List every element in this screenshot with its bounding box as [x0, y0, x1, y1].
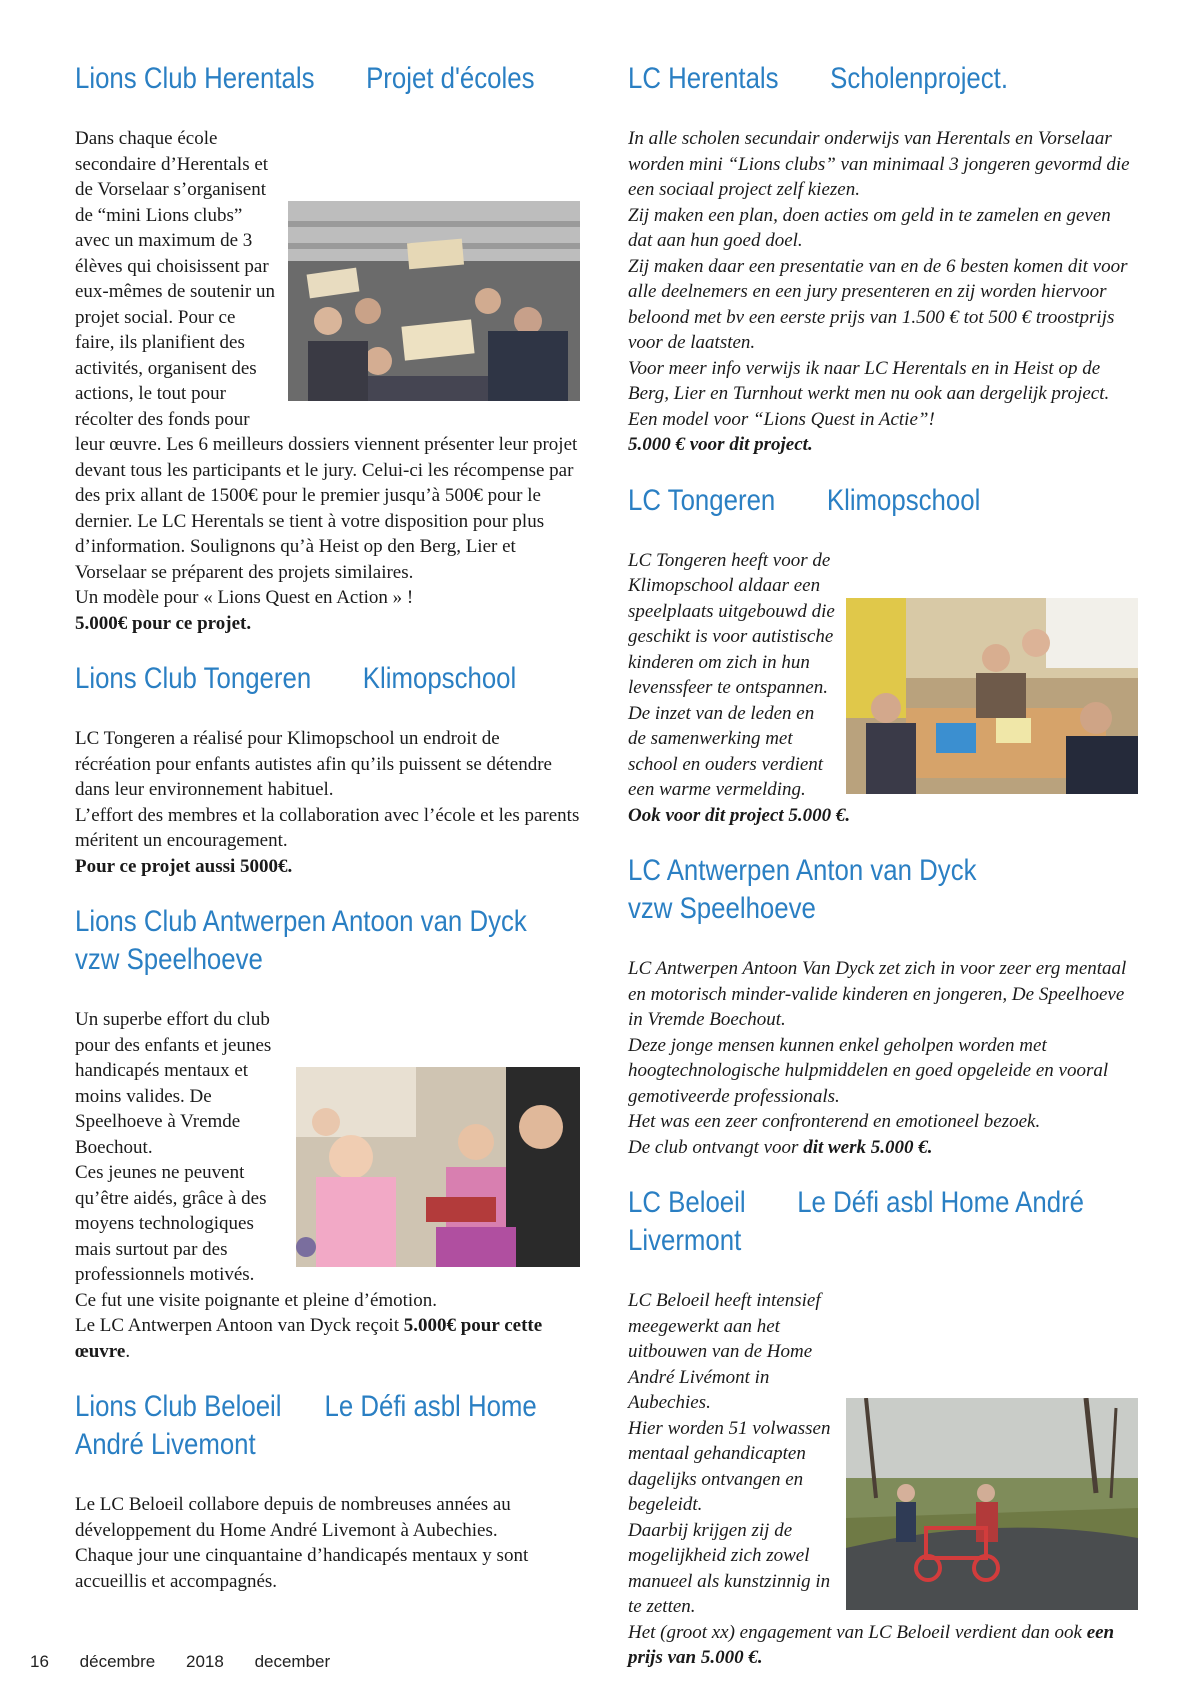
text: .: [125, 1340, 131, 1362]
page-number: 16: [30, 1652, 49, 1671]
section-title: [75, 660, 517, 698]
section-tongeren-fr: [75, 660, 580, 879]
text: De club ontvangt voor: [628, 1136, 799, 1158]
title-part: André Livemont: [75, 1428, 256, 1461]
section-title: [628, 482, 1067, 520]
text: LC Antwerpen Antoon Van Dyck zet zich in voor zeer erg mentaal en motorisch minder-valide kinderen en jongeren, De Speelhoeve in Vremde Boechout.: [628, 958, 1127, 1030]
section-tongeren-nl: [628, 482, 1138, 829]
title-part: LC Tongeren: [628, 483, 776, 517]
title-part: LC Antwerpen Anton van Dyck: [628, 854, 977, 887]
title-part: Lions Club Herentals: [75, 62, 315, 95]
year: 2018: [186, 1652, 224, 1671]
photo-school-table: [846, 598, 1138, 794]
photo-students-cheques: [288, 201, 580, 401]
paragraph: [75, 1492, 580, 1594]
text: Ce fut une visite poignante et pleine d’émotion.: [75, 1289, 437, 1311]
text: Le LC Antwerpen Antoon van Dyck reçoit: [75, 1315, 399, 1336]
section-title: [628, 1184, 1085, 1260]
amount: Pour ce projet aussi 5000€.: [75, 855, 293, 877]
section-antwerpen-nl: [628, 852, 1138, 1160]
title-part: Scholenproject.: [830, 62, 1009, 95]
text: Zij maken daar een presentatie van en de 6 besten komen dit voor alle deelnemers en een jury presenteren en zij worden hiervoor beloond met bv een eerste prijs van 1.500 € tot 500 € troostprijs voor de laatsten.: [628, 255, 1128, 353]
text: LC Beloeil heeft intensief meegewerkt aan het uitbouwen van de Home André Livémont in Aubechies.: [628, 1290, 821, 1413]
section-herentals-nl: [628, 60, 1138, 458]
paragraph: [75, 126, 580, 636]
paragraph: [628, 548, 1138, 829]
text: L’effort des membres et la collaboration avec l’école et les parents méritent un encouragement.: [75, 804, 580, 851]
text: Daarbij krijgen zij de mogelijkheid zich zowel manueel als kunstzinnig in te zetten.: [628, 1519, 831, 1617]
paragraph: [628, 126, 1138, 458]
text: Het (groot xx) engagement van LC Beloeil verdient dan ook: [628, 1621, 1082, 1643]
section-title: [75, 1388, 537, 1464]
section-beloeil-nl: [628, 1184, 1138, 1671]
paragraph: [75, 726, 580, 879]
page-footer: [30, 1652, 356, 1672]
section-title: [628, 60, 1067, 98]
section-title: [628, 852, 1067, 928]
photo-park-gokart: [846, 1398, 1138, 1610]
text: In alle scholen secundair onderwijs van Herentals en Vorselaar worden mini “Lions clubs” van minimaal 3 jongeren gevormd die een sociaal project zelf kiezen.: [628, 128, 1130, 200]
photo-children: [296, 1067, 580, 1267]
title-part: vzw Speelhoeve: [628, 892, 816, 925]
title-part: Livermont: [628, 1224, 742, 1257]
title-part: vzw Speelhoeve: [75, 943, 263, 976]
title-part: Klimopschool: [826, 483, 981, 517]
text: Voor meer info verwijs ik naar LC Herentals en in Heist op de Berg, Lier en Turnhout werkt men nu ook aan dergelijk project.: [628, 357, 1110, 404]
title-part: LC Beloeil: [628, 1186, 746, 1219]
paragraph: [75, 1007, 580, 1364]
right-column: [628, 60, 1138, 1695]
title-part: Le Défi asbl Home André: [797, 1186, 1085, 1219]
amount: Ook voor dit project 5.000 €.: [628, 804, 851, 826]
text: Ces jeunes ne peuvent qu’être aidés, grâce à des moyens technologiques mais surtout par des professionnels motivés.: [75, 1162, 267, 1285]
text: Un superbe effort du club pour des enfants et jeunes handicapés mentaux et moins valides. De Speelhoeve à Vremde Boechout.: [75, 1009, 272, 1158]
section-title: [75, 60, 535, 98]
month-fr: décembre: [79, 1652, 156, 1671]
section-antwerpen-fr: [75, 903, 580, 1364]
amount: dit werk 5.000 €.: [803, 1136, 933, 1158]
section-herentals-fr: [75, 60, 580, 636]
text: Een model voor “Lions Quest in Actie”!: [628, 408, 935, 430]
title-part: LC Herentals: [628, 62, 779, 95]
amount: 5.000€ pour cette œuvre: [75, 1315, 543, 1362]
paragraph: [628, 956, 1138, 1160]
amount: 5.000 € voor dit project.: [628, 434, 813, 455]
title-part: Le Défi asbl Home: [324, 1390, 537, 1423]
text: Un modèle pour « Lions Quest en Action » !: [75, 587, 414, 608]
text: Het was een zeer confronterend en emotioneel bezoek.: [628, 1111, 1041, 1132]
month-nl: december: [254, 1652, 331, 1671]
amount: een prijs van 5.000 €.: [628, 1621, 1115, 1668]
title-part: Lions Club Antwerpen Antoon van Dyck: [75, 905, 527, 938]
paragraph: [628, 1288, 1138, 1671]
title-part: Lions Club Beloeil: [75, 1390, 282, 1423]
title-part: Klimopschool: [362, 662, 517, 695]
text: LC Tongeren heeft voor de Klimopschool aldaar een speelplaats uitgebouwd die geschikt is voor autistische kinderen om zich in hun levenssfeer te ontspannen.: [628, 549, 835, 698]
title-part: Projet d'écoles: [366, 62, 535, 95]
title-part: Lions Club Tongeren: [75, 662, 312, 695]
text: De inzet van de leden en de samenwerking met school en ouders verdient een warme vermelding.: [628, 702, 824, 800]
text: LC Tongeren a réalisé pour Klimopschool un endroit de récréation pour enfants autistes afin qu’ils puissent se détendre dans leur environnement habituel.: [75, 728, 552, 800]
text: Hier worden 51 volwassen mentaal gehandicapten dagelijks ontvangen en begeleidt.: [628, 1417, 831, 1515]
text: Deze jonge mensen kunnen enkel geholpen worden met hoogtechnologische hulpmiddelen en goed opgeleide en vooral gemotiveerde professionals.: [628, 1034, 1109, 1107]
text: Le LC Beloeil collabore depuis de nombreuses années au développement du Home André Livemont à Aubechies.: [75, 1494, 511, 1541]
amount: 5.000€ pour ce projet.: [75, 612, 252, 634]
text: Zij maken een plan, doen acties om geld in te zamelen en geven dat aan hun goed doel.: [628, 204, 1111, 251]
text: Chaque jour une cinquantaine d’handicapés mentaux y sont accueillis et accompagnés.: [75, 1545, 529, 1592]
section-title: [75, 903, 527, 979]
section-beloeil-fr: [75, 1388, 580, 1594]
left-column: [75, 60, 580, 1618]
text: Dans chaque école secondaire d’Herentals et de Vorselaar s’organisent de “mini Lions clubs” avec un maximum de 3 élèves qui choisissent par eux-mêmes de soutenir un projet social. Pour ce faire, ils planifient des activités, organisent des actions, le tout pour récolter des fonds pour leur œuvre. Les 6 meilleurs dossiers viennent présenter leur projet devant tous les participants et le jury. Celui-ci les récompense par des prix allant de 1500€ pour le premier jusqu’à 500€ pour le dernier. Le LC Herentals se tient à votre disposition pour plus d’information. Soulignons qu’à Heist op den Berg, Lier et Vorselaar se préparent des projets similaires.: [75, 128, 578, 583]
